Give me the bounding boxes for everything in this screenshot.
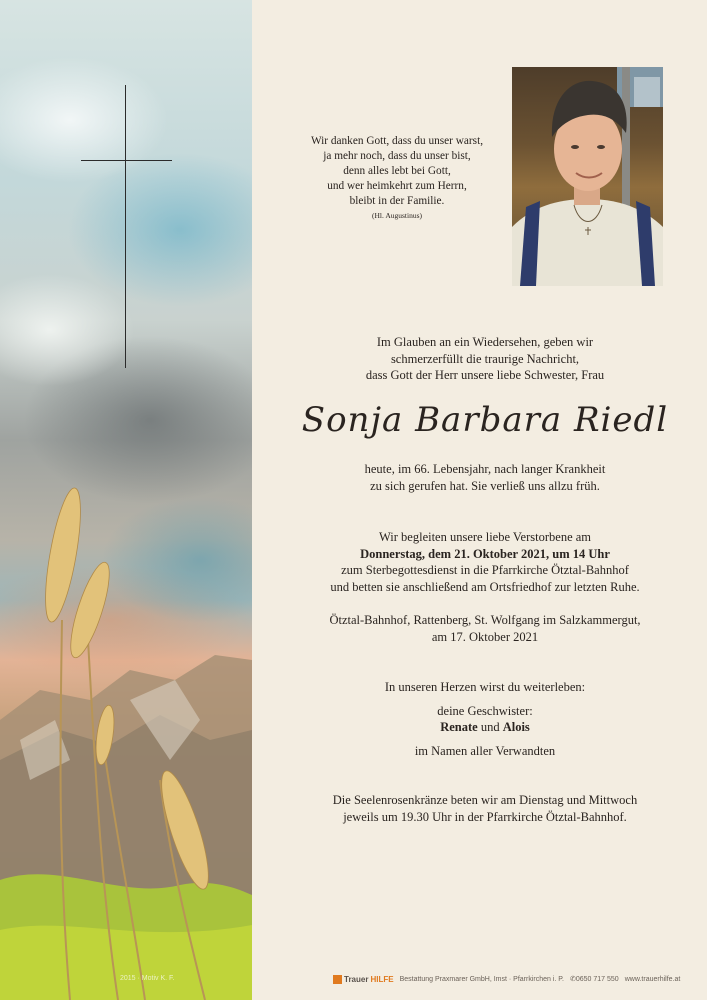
footer <box>333 972 693 986</box>
intro-line: dass Gott der Herr unsere liebe Schwester, Frau <box>365 368 605 382</box>
quote-line: und wer heimkehrt zum Herrn, <box>327 180 467 192</box>
mourner-connector: und <box>477 720 503 734</box>
phone-icon: ✆ <box>570 976 576 983</box>
passing-notice <box>300 461 670 494</box>
mourner-name: Renate <box>440 720 478 734</box>
mourners-heading: In unseren Herzen wirst du weiterleben: <box>384 680 586 694</box>
funeral-line: und betten sie anschließend am Ortsfriedhof zur letzten Ruhe. <box>330 579 640 594</box>
rosary-notice <box>290 792 680 825</box>
logo-mark-icon <box>333 975 342 984</box>
footer-phone <box>570 975 619 983</box>
funeral-details <box>300 529 670 595</box>
funeral-line: Wir begleiten unsere liebe Verstorbene am <box>378 530 592 544</box>
portrait-illustration <box>512 67 663 286</box>
watercolor-artwork <box>0 0 252 1000</box>
announcement-intro <box>300 334 670 384</box>
artwork-signature: 2015 · Motiv K. F. <box>120 975 175 982</box>
mourners-names <box>300 719 670 736</box>
passing-line: heute, im 66. Lebensjahr, nach langer Krankheit <box>364 462 606 476</box>
intro-line: schmerzerfüllt die traurige Nachricht, <box>390 351 580 366</box>
date-line: am 17. Oktober 2021 <box>431 629 539 644</box>
footer-website[interactable]: www.trauerhilfe.at <box>624 975 681 983</box>
quote-line: denn alles lebt bei Gott, <box>343 165 451 177</box>
footer-phone-number: 0650 717 550 <box>575 976 619 983</box>
logo-text-part2: HILFE <box>370 974 394 984</box>
footer-company: Bestattung Praxmarer GmbH, Imst · Pfarrkirchen i. P. <box>399 975 564 983</box>
mourners-relation: deine Geschwister: <box>437 703 533 718</box>
mourners-relatives: im Namen aller Verwandten <box>414 743 556 758</box>
logo-text-part1: Trauer <box>344 974 369 984</box>
quote-line: ja mehr noch, dass du unser bist, <box>323 150 471 162</box>
cross-horizontal <box>81 160 172 161</box>
passing-line: zu sich gerufen hat. Sie verließ uns allzu früh. <box>370 478 600 493</box>
rosary-line: Die Seelenrosenkränze beten wir am Dienstag und Mittwoch <box>332 793 638 807</box>
rosary-line: jeweils um 19.30 Uhr in der Pfarrkirche Ötztal-Bahnhof. <box>343 809 627 824</box>
place-and-date <box>300 612 670 645</box>
funeral-line: zum Sterbegottesdienst in die Pfarrkirche Ötztal-Bahnhof <box>341 563 629 577</box>
augustinus-quote <box>282 134 512 223</box>
deceased-name: Sonja Barbara Riedl <box>301 400 669 440</box>
intro-line: Im Glauben an ein Wiedersehen, geben wir <box>376 335 594 349</box>
mourners-section <box>300 679 670 759</box>
cross-vertical <box>125 85 126 368</box>
mourner-name: Alois <box>502 720 530 734</box>
portrait-photo <box>512 67 663 286</box>
landscape-illustration <box>0 0 252 1000</box>
place-line: Ötztal-Bahnhof, Rattenberg, St. Wolfgang im Salzkammergut, <box>329 613 641 627</box>
quote-line: bleibt in der Familie. <box>349 195 445 207</box>
funeral-date: Donnerstag, dem 21. Oktober 2021, um 14 Uhr <box>360 546 610 561</box>
quote-line: Wir danken Gott, dass du unser warst, <box>310 135 484 147</box>
trauerhilfe-logo <box>333 975 394 984</box>
quote-source: (Hl. Augustinus) <box>371 211 422 220</box>
